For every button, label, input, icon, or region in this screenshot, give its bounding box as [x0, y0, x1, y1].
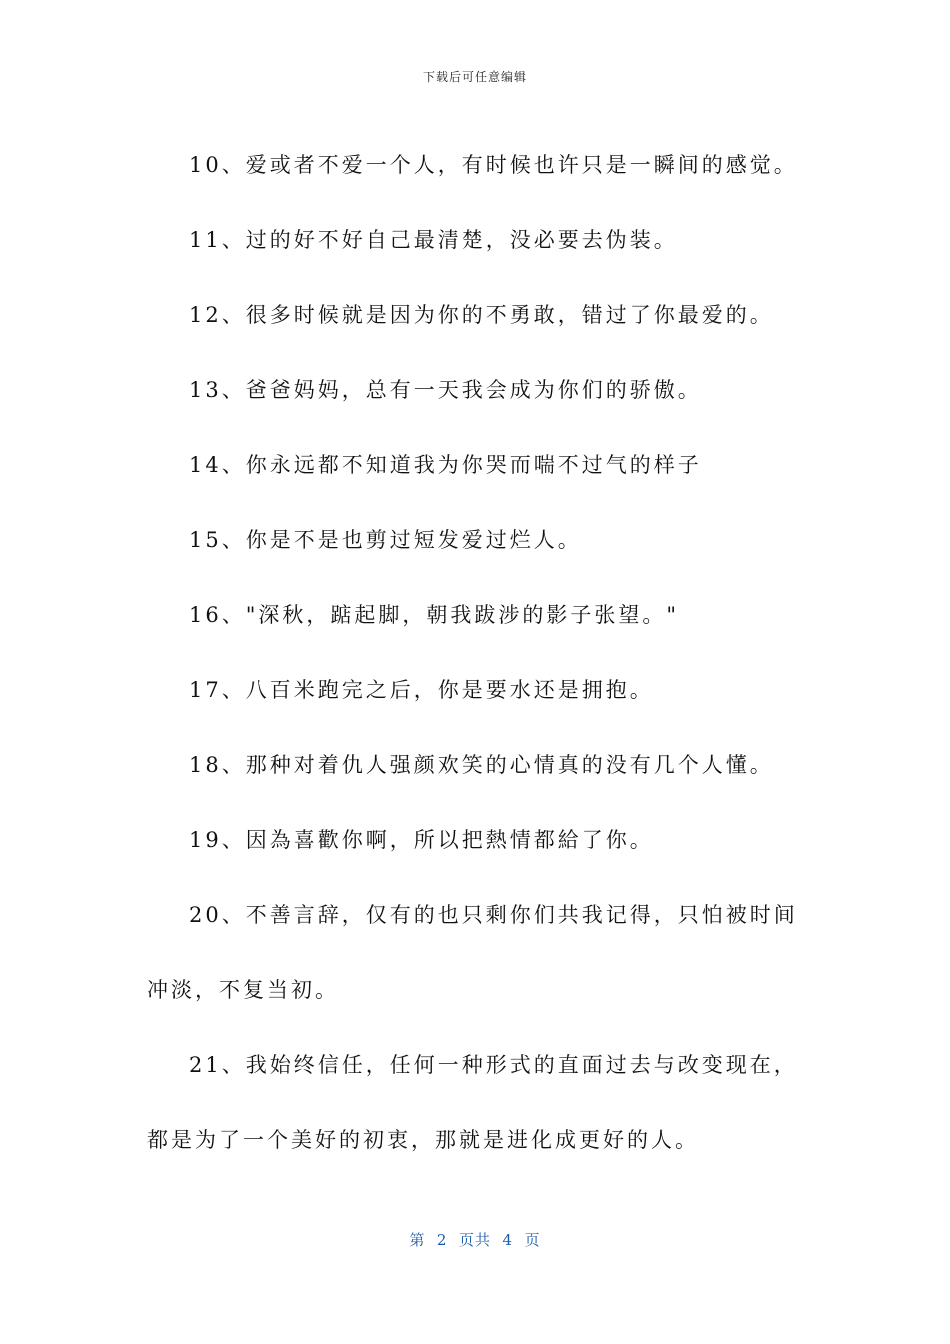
paragraph-18: 18、那种对着仇人强颜欢笑的心情真的没有几个人懂。 [189, 753, 774, 777]
paragraph-17: 17、八百米跑完之后，你是要水还是拥抱。 [189, 678, 654, 702]
paragraph-10: 10、爱或者不爱一个人，有时候也许只是一瞬间的感觉。 [189, 153, 798, 177]
paragraph-12: 12、很多时候就是因为你的不勇敢，错过了你最爱的。 [189, 303, 774, 327]
page-number: 第 2 页共 4 页 [409, 1231, 541, 1249]
header-note: 下载后可任意编辑 [422, 70, 527, 84]
paragraph-13: 13、爸爸妈妈，总有一天我会成为你们的骄傲。 [189, 378, 702, 402]
document-body [147, 128, 812, 1178]
paragraph-14: 14、你永远都不知道我为你哭而喘不过气的样子 [189, 453, 702, 477]
paragraph-21: 21、我始终信任，任何一种形式的直面过去与改变现在，都是为了一个美好的初衷，那就是进化成更好的人。 [147, 1053, 798, 1152]
paragraph-19: 19、因為喜歡你啊，所以把熱情都給了你。 [189, 828, 654, 852]
paragraph-15: 15、你是不是也剪过短发爱过烂人。 [189, 528, 582, 552]
paragraph-20: 20、不善言辞，仅有的也只剩你们共我记得，只怕被时间冲淡，不复当初。 [147, 903, 798, 1002]
paragraph-16: 16、"深秋，踮起脚，朝我跋涉的影子张望。" [189, 603, 680, 627]
paragraph-11: 11、过的好不好自己最清楚，没必要去伪装。 [189, 228, 678, 252]
